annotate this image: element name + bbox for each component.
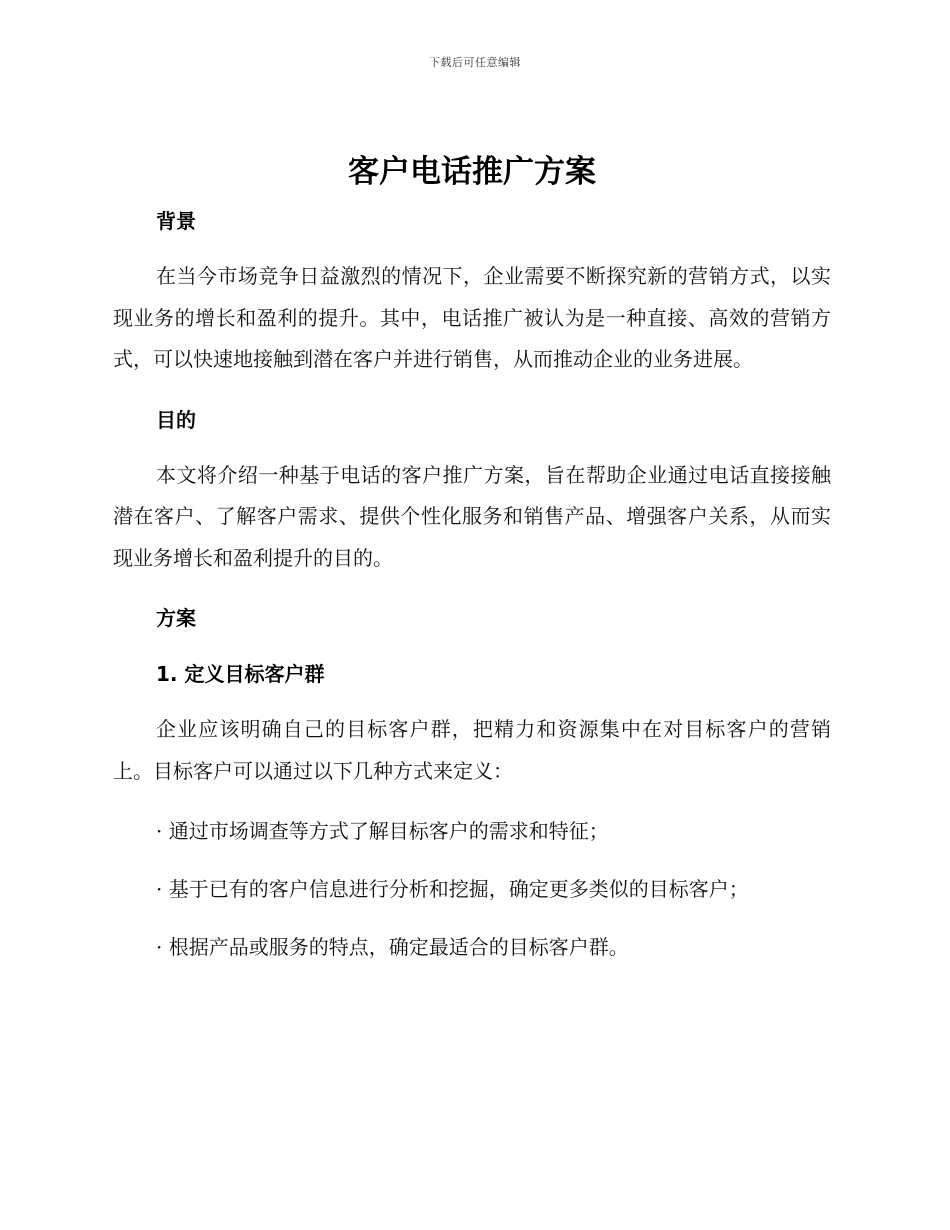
subheading-define-target: 1. 定义目标客户群: [156, 662, 325, 686]
paragraph-purpose: 本文将介绍一种基于电话的客户推广方案，旨在帮助企业通过电话直接接触潜在客户、了解客户需求、提供个性化服务和销售产品、增强客户关系，从而实现业务增长和盈利提升的目的。: [113, 462, 831, 570]
spacer: [113, 846, 831, 874]
spacer: [113, 579, 831, 603]
spacer: [113, 689, 831, 709]
section-heading-background: 背景: [156, 209, 196, 233]
header-note: 下载后可任意编辑: [429, 56, 521, 69]
spacer: [113, 194, 831, 206]
spacer: [113, 904, 831, 932]
section-heading-plan: 方案: [156, 606, 196, 630]
spacer: [113, 236, 831, 256]
bullet-item: · 基于已有的客户信息进行分析和挖掘，确定更多类似的目标客户；: [156, 877, 749, 901]
spacer: [113, 381, 831, 405]
document-body: [113, 150, 831, 962]
bullet-item: · 通过市场调查等方式了解目标客户的需求和特征；: [156, 819, 609, 843]
paragraph-background: 在当今市场竞争日益激烈的情况下，企业需要不断探究新的营销方式，以实现业务的增长和盈利的提升。其中，电话推广被认为是一种直接、高效的营销方式，可以快速地接触到潜在客户并进行销售，从而推动企业的业务进展。: [113, 264, 831, 371]
spacer: [113, 435, 831, 455]
document-title: 客户电话推广方案: [348, 154, 596, 190]
bullet-item: · 根据产品或服务的特点，确定最适合的目标客户群。: [156, 935, 629, 959]
spacer: [113, 792, 831, 816]
paragraph-plan: 企业应该明确自己的目标客户群，把精力和资源集中在对目标客户的营销上。目标客户可以通过以下几种方式来定义：: [113, 717, 831, 783]
spacer: [113, 633, 831, 659]
section-heading-purpose: 目的: [156, 407, 196, 432]
